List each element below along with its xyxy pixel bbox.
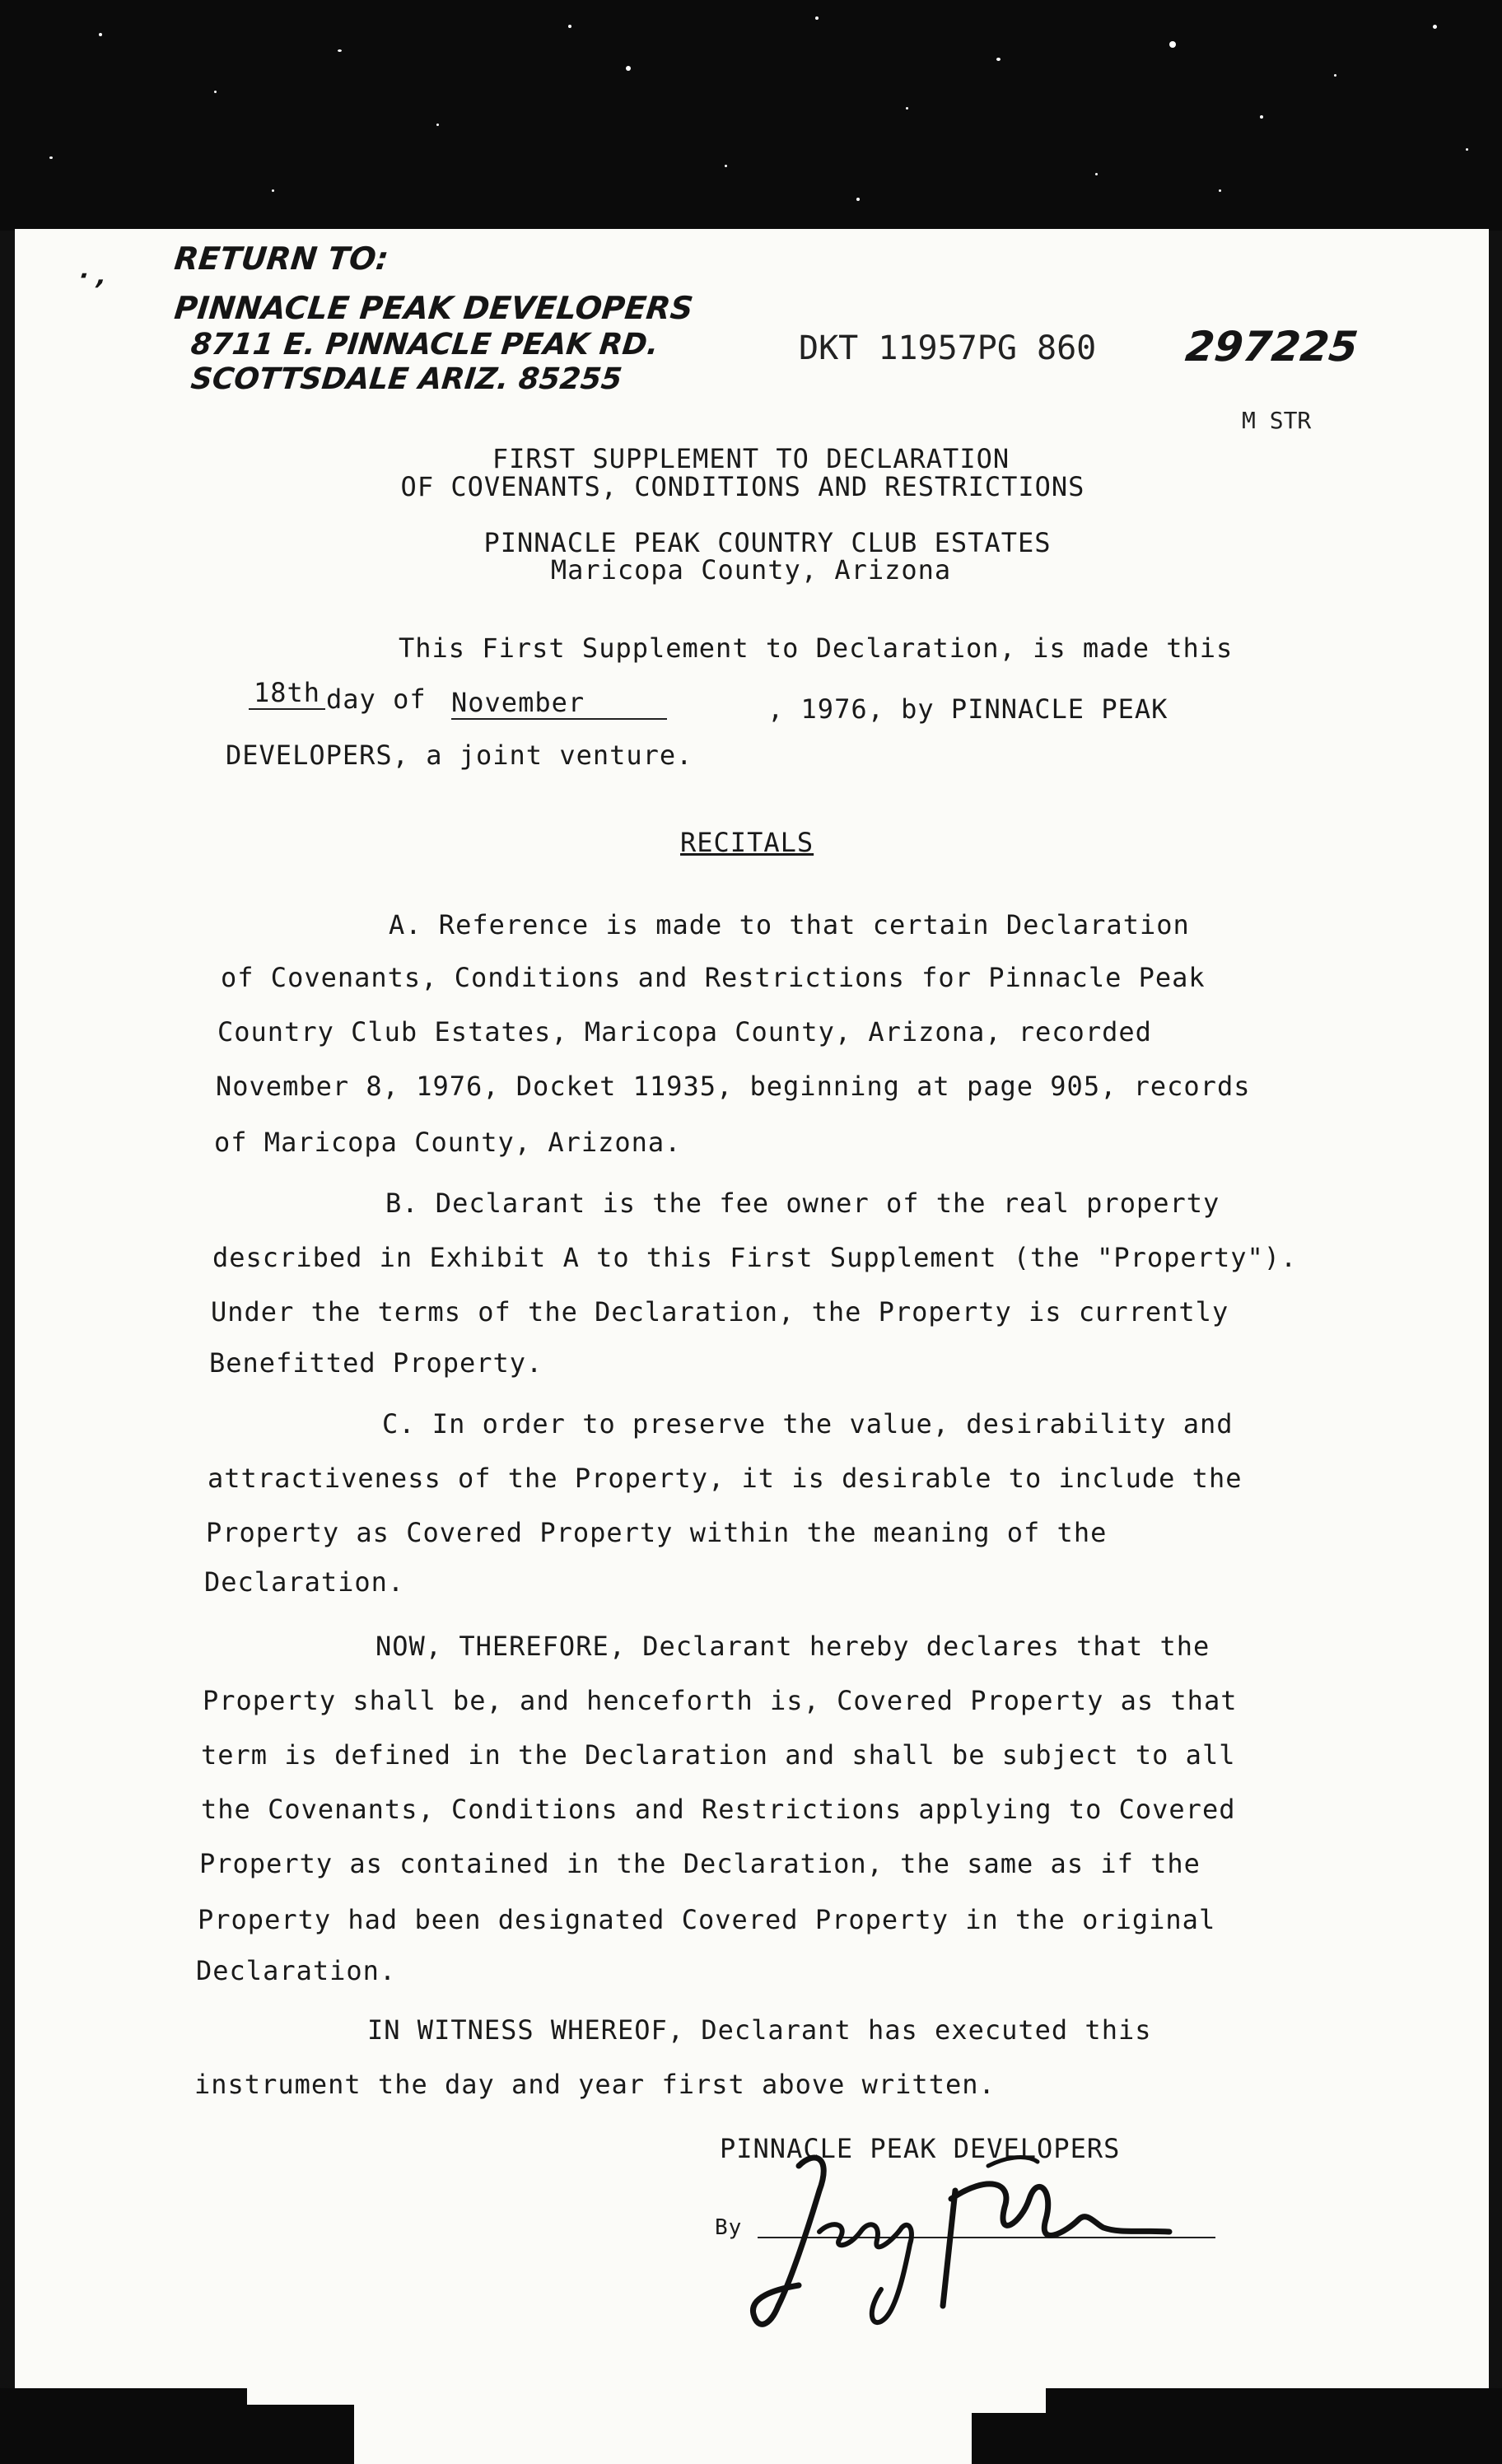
para-witness-line-1: IN WITNESS WHEREOF, Declarant has executed this <box>367 2014 1152 2046</box>
intro-line-3: DEVELOPERS, a joint venture. <box>226 740 693 771</box>
para-a-line-3: Country Club Estates, Maricopa County, Arizona, recorded <box>217 1016 1152 1048</box>
return-to-ticks: · , <box>77 262 109 291</box>
scan-bottom-border <box>0 2388 1502 2464</box>
signature-by-label: By <box>715 2215 743 2240</box>
para-c-line-1: C. In order to preserve the value, desirability and <box>382 1408 1234 1440</box>
para-b-line-3: Under the terms of the Declaration, the Property is currently <box>211 1296 1229 1328</box>
para-c-line-3: Property as Covered Property within the meaning of the <box>206 1517 1108 1548</box>
para-c-line-4: Declaration. <box>204 1566 405 1598</box>
para-a-line-2: of Covenants, Conditions and Restrictions for Pinnacle Peak <box>221 962 1206 993</box>
title-line-4: Maricopa County, Arizona <box>550 554 952 586</box>
signature-image <box>741 2141 1202 2339</box>
para-now-line-3: term is defined in the Declaration and shall be subject to all <box>201 1739 1236 1771</box>
intro-day-of: day of <box>326 684 427 715</box>
para-now-line-7: Declaration. <box>196 1955 397 1986</box>
para-b-line-4: Benefitted Property. <box>209 1347 543 1379</box>
return-to-city: SCOTTSDALE ARIZ. 85255 <box>189 362 624 396</box>
docket-stamp: DKT 11957PG 860 <box>799 329 1097 367</box>
para-now-line-1: NOW, THEREFORE, Declarant hereby declares that the <box>376 1631 1210 1662</box>
recitals-heading: RECITALS <box>680 827 814 858</box>
para-now-line-2: Property shall be, and henceforth is, Covered Property as that <box>203 1685 1238 1716</box>
recording-number: 297225 <box>1182 323 1360 371</box>
para-a-line-1: A. Reference is made to that certain Declaration <box>389 909 1190 940</box>
intro-day: 18th <box>249 677 325 710</box>
corner-mark: M STR <box>1242 407 1312 434</box>
para-a-line-4: November 8, 1976, Docket 11935, beginning at page 905, records <box>216 1071 1251 1102</box>
signature-company: PINNACLE PEAK DEVELOPERS <box>720 2133 1121 2164</box>
para-now-line-4: the Covenants, Conditions and Restrictions applying to Covered <box>201 1794 1236 1825</box>
scan-top-border <box>0 0 1502 231</box>
title-line-2: OF COVENANTS, CONDITIONS AND RESTRICTIONS <box>400 471 1085 502</box>
para-b-line-2: described in Exhibit A to this First Supplement (the "Property"). <box>212 1242 1298 1273</box>
para-b-line-1: B. Declarant is the fee owner of the real property <box>385 1188 1220 1219</box>
title-line-3: PINNACLE PEAK COUNTRY CLUB ESTATES <box>483 527 1052 558</box>
intro-month: November <box>451 687 667 720</box>
para-witness-line-2: instrument the day and year first above written. <box>194 2069 996 2100</box>
intro-year-by: , 1976, by PINNACLE PEAK <box>767 693 1168 725</box>
title-line-1: FIRST SUPPLEMENT TO DECLARATION <box>492 443 1010 474</box>
para-a-line-5: of Maricopa County, Arizona. <box>214 1127 682 1158</box>
para-now-line-5: Property as contained in the Declaration, the same as if the <box>199 1848 1201 1879</box>
return-to-company: PINNACLE PEAK DEVELOPERS <box>172 290 695 326</box>
return-to-street: 8711 E. PINNACLE PEAK RD. <box>189 328 660 362</box>
para-now-line-6: Property had been designated Covered Property in the original <box>198 1904 1216 1935</box>
intro-line-1: This First Supplement to Declaration, is made this <box>399 632 1234 664</box>
return-to-label: RETURN TO: <box>172 240 391 277</box>
para-c-line-2: attractiveness of the Property, it is desirable to include the <box>208 1463 1243 1494</box>
